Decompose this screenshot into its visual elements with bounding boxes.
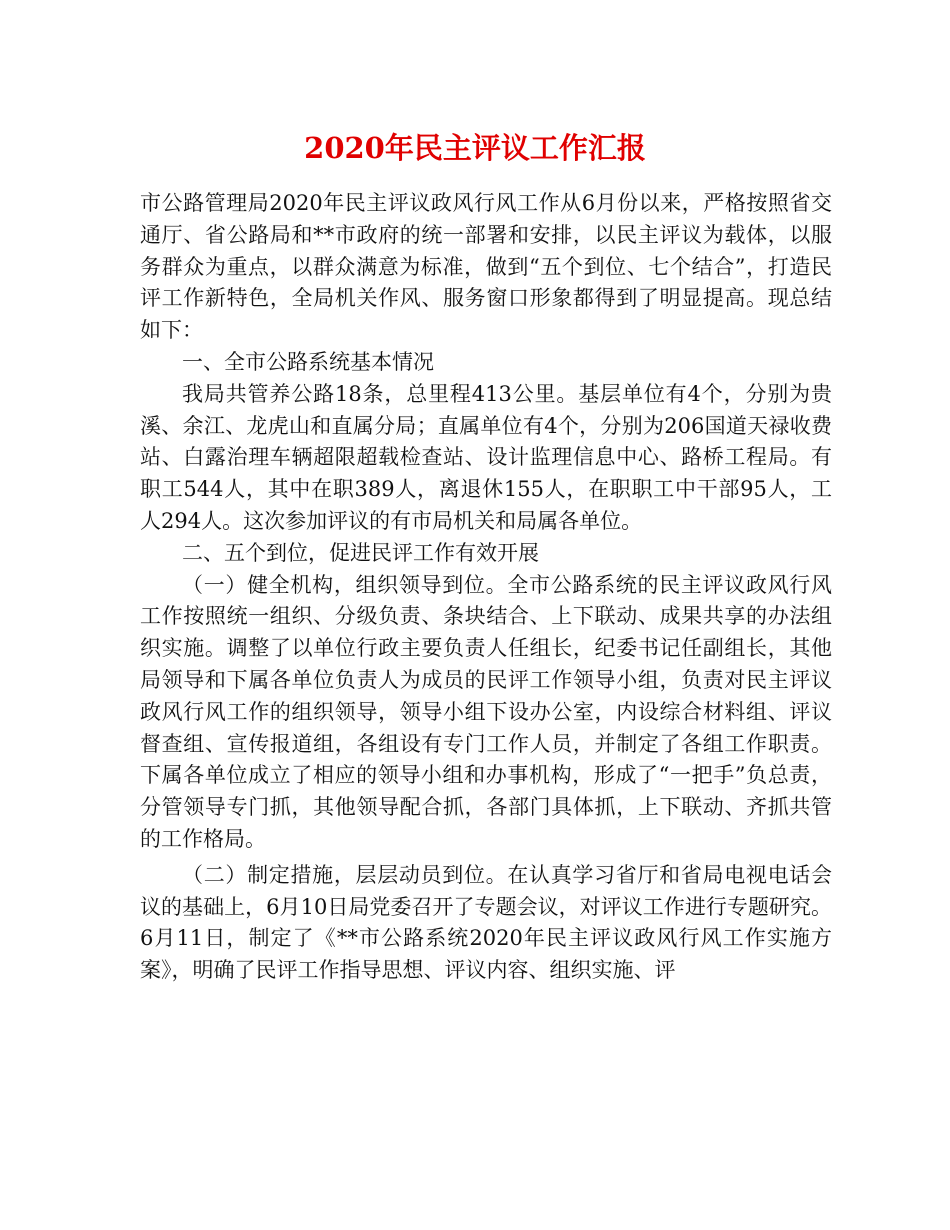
section-heading-1: 一、全市公路系统基本情况 [182,349,434,374]
subsection-paragraph-2: （二）制定措施，层层动员到位。在认真学习省厅和省局电视电话会议的基础上，6月10日局党委召开了专题会议，对评议工作进行专题研究。6月11日，制定了《**市公路系统2020年民主评议政风行风工作实施方案》，明确了民评工作指导思想、评议内容、组织实施、评 [140,862,832,983]
document-body [140,188,832,987]
section-heading-2: 二、五个到位，促进民评工作有效开展 [182,540,539,565]
basic-info-paragraph: 我局共管养公路18条，总里程413公里。基层单位有4个，分别为贵溪、余江、龙虎山和直属分局；直属单位有4个，分别为206国道天禄收费站、白露治理车辆超限超载检查站、设计监理信息中心、路桥工程局。有职工544人，其中在职389人，离退休155人，在职职工中干部95人，工人294人。这次参加评议的有市局机关和局属各单位。 [140,381,832,533]
subsection-paragraph-1: （一）健全机构，组织领导到位。全市公路系统的民主评议政风行风工作按照统一组织、分级负责、条块结合、上下联动、成果共享的办法组织实施。调整了以单位行政主要负责人任组长，纪委书记任副组长，其他局领导和下属各单位负责人为成员的民评工作领导小组，负责对民主评议政风行风工作的组织领导，领导小组下设办公室，内设综合材料组、评议督查组、宣传报道组，各组设有专门工作人员，并制定了各组工作职责。下属各单位成立了相应的领导小组和办事机构，形成了“一把手”负总责，分管领导专门抓，其他领导配合抓，各部门具体抓，上下联动、齐抓共管的工作格局。 [140,572,832,851]
intro-paragraph: 市公路管理局2020年民主评议政风行风工作从6月份以来，严格按照省交通厅、省公路局和**市政府的统一部署和安排，以民主评议为载体，以服务群众为重点，以群众满意为标准，做到“五个到位、七个结合”，打造民评工作新特色，全局机关作风、服务窗口形象都得到了明显提高。现总结如下： [140,191,832,343]
document-title: 2020年民主评议工作汇报 [304,131,646,165]
